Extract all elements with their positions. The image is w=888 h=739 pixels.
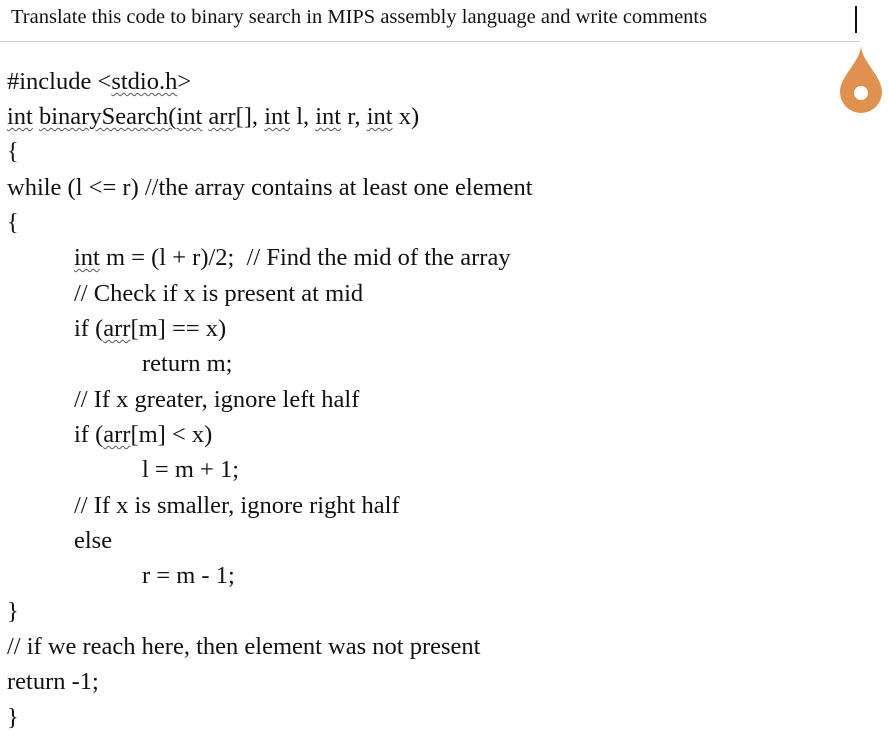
spellcheck-flagged-token: int (74, 244, 100, 271)
code-line (7, 70, 191, 95)
code-line (7, 140, 19, 165)
code-token: else (74, 527, 113, 554)
spellcheck-flagged-token: int (366, 103, 393, 130)
spellcheck-flagged-token: stdio.h (111, 68, 178, 95)
spellcheck-flagged-token: arr (103, 421, 131, 448)
code-token: [], (235, 103, 265, 130)
code-token: l = m + 1; (142, 456, 240, 483)
code-line (74, 529, 112, 554)
spellcheck-flagged-token: binarySearch(int (39, 103, 203, 130)
spellcheck-flagged-token: int (264, 103, 291, 130)
spellcheck-flagged-token: int (7, 103, 33, 130)
code-token: { (7, 209, 19, 236)
code-token: // If x greater, ignore left half (74, 386, 360, 413)
code-line (74, 317, 226, 342)
code-line (142, 564, 235, 589)
code-line (74, 423, 212, 448)
code-token: if ( (74, 315, 104, 342)
code-token: } (7, 598, 19, 625)
code-line (7, 670, 99, 695)
code-token: [m] < x) (130, 421, 213, 448)
code-line (74, 282, 363, 307)
code-token: // if we reach here, then element was not present (7, 633, 481, 660)
code-line (142, 352, 233, 377)
code-line (7, 176, 533, 201)
code-token: } (7, 704, 19, 731)
code-line (142, 458, 239, 483)
code-line (7, 105, 419, 130)
code-token: r = m - 1; (142, 562, 235, 589)
code-token: #include < (7, 68, 112, 95)
prompt-text: Translate this code to binary search in MIPS assembly language and write comments (11, 6, 708, 28)
code-token: while (l <= r) //the array contains at least one element (7, 174, 533, 201)
question-prompt (0, 0, 860, 42)
code-token: if ( (74, 421, 104, 448)
code-token: // If x is smaller, ignore right half (74, 492, 400, 519)
spellcheck-flagged-token: arr (208, 103, 236, 130)
code-token: { (7, 138, 19, 165)
code-line (74, 388, 359, 413)
code-token: x) (392, 103, 420, 130)
code-line (7, 635, 480, 660)
code-token: return -1; (7, 668, 99, 695)
text-caret (855, 6, 857, 33)
code-line (74, 494, 400, 519)
code-line (7, 600, 19, 625)
code-token: m = (l + r)/2; // Find the mid of the array (99, 244, 511, 271)
code-token: [m] == x) (130, 315, 227, 342)
code-line (7, 706, 19, 731)
code-token: > (177, 68, 192, 95)
code-token: return m; (142, 350, 233, 377)
code-token: r, (341, 103, 367, 130)
code-token: // Check if x is present at mid (74, 280, 364, 307)
code-line (7, 211, 19, 236)
code-token: l, (290, 103, 316, 130)
code-line (74, 246, 511, 271)
spellcheck-flagged-token: int (315, 103, 342, 130)
text-selection-drop-icon[interactable] (836, 42, 886, 114)
spellcheck-flagged-token: arr (103, 315, 131, 342)
